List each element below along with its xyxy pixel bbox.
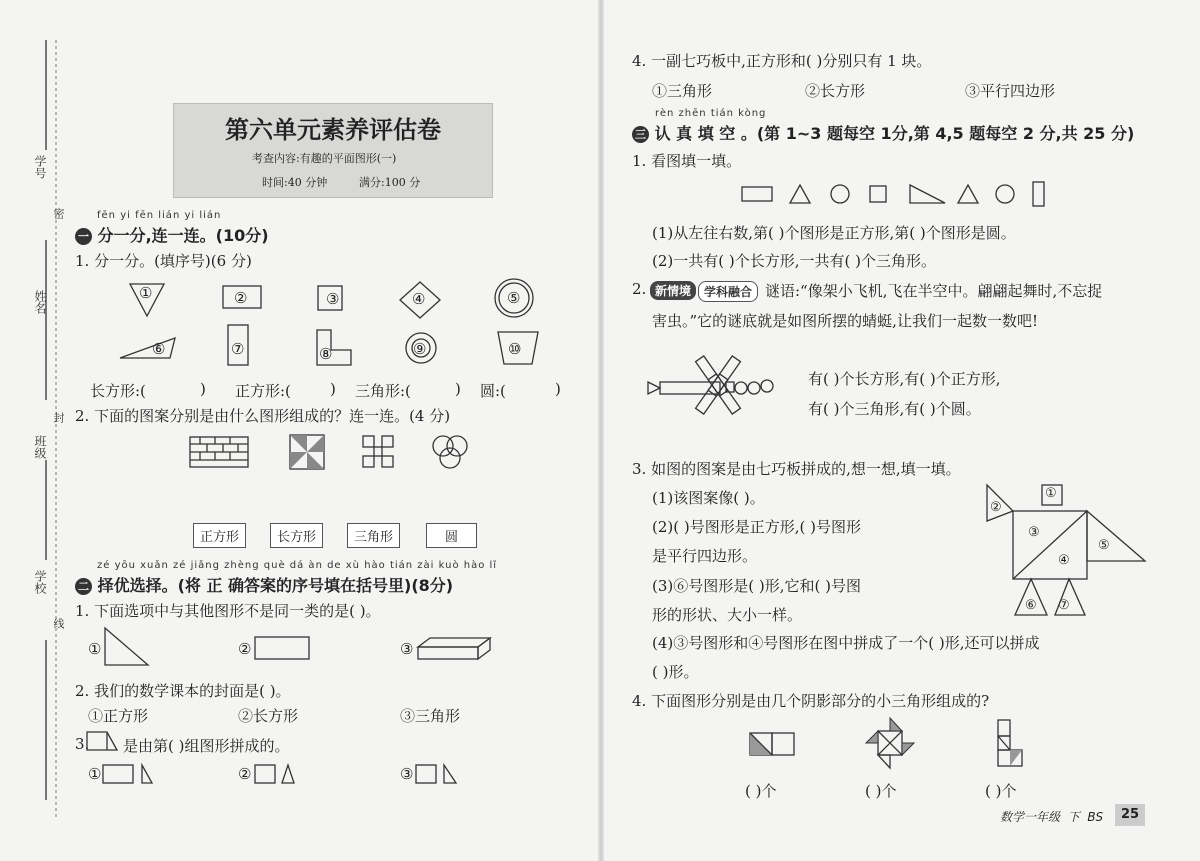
tangram-label-7: ⑦ [1058,598,1070,613]
s2-title: 择优选择。(将 正 确答案的序号填在括号里)(8分) [97,576,454,595]
margin-xingming: 姓名 [33,290,47,314]
s3-q3e: 形的形状、大小一样。 [652,606,803,624]
s1-patterns [185,432,505,477]
s3-q1a: (1)从左往右数,第( )个图形是正方形,第( )个图形是圆。 [652,224,1016,242]
footer-edition: BS [1087,810,1104,824]
page-number: 25 [1115,804,1145,826]
s2-q3: 是由第( )组图形拼成的。 [123,737,290,755]
shape-label-5: ⑤ [507,289,521,307]
page-fold [598,0,604,861]
s1-ans-rect-close: ) [200,380,206,398]
s1-ans-circle-close: ) [555,380,561,398]
s2-pinyin: zé yōu xuǎn zé jiǎng zhèng què dá àn de xù hào tián zài kuò hào lǐ [97,560,498,571]
r-q4-opt2[interactable]: ②长方形 [805,82,866,100]
s1-ans-square-close: ) [330,380,336,398]
s3-q1b: (2)一共有( )个长方形,一共有( )个三角形。 [652,252,936,270]
s2-q2-opt2[interactable]: ②长方形 [238,707,299,725]
s3-title: 认 真 填 空 。(第 1~3 题每空 1分,第 4,5 题每空 2 分,共 25 分) [654,124,1135,143]
margin-xuexiao: 学校 [33,570,47,594]
badge-interdisciplinary: 学科融合 [698,281,758,302]
s1-ans-tri[interactable]: 三角形:( [355,382,411,400]
tangram-label-1: ① [1045,486,1057,501]
tag-rectangle[interactable]: 长方形 [270,523,323,548]
s3-q4-ans3[interactable]: ( )个 [985,782,1017,800]
s2-q1-opt2[interactable]: ② [238,640,252,658]
s2-q3-figure [85,730,125,755]
exam-content: 考查内容:有趣的平面图形(一) [252,152,397,165]
s3-q2d: 有( )个三角形,有( )个圆。 [808,400,981,418]
margin-mi: 密 [52,208,65,219]
exam-score: 满分:100 分 [359,176,421,189]
s2-q3-opt2[interactable]: ② [238,765,252,783]
badge-new-context: 新情境 [650,281,696,300]
s3-q3: 3. 如图的图案是由七巧板拼成的,想一想,填一填。 [632,460,961,478]
s3-number: 三 [632,126,649,143]
s3-q1-shapes [740,180,1060,210]
tag-circle[interactable]: 圆 [426,523,477,548]
r-q4-opt1[interactable]: ①三角形 [652,82,713,100]
s2-number: 二 [75,578,92,595]
s2-q2-opt3[interactable]: ③三角形 [400,707,461,725]
s3-q4-ans2[interactable]: ( )个 [865,782,897,800]
shape-label-8: ⑧ [319,345,333,363]
s2-q3-shapes [100,760,500,790]
r-q4-opt3[interactable]: ③平行四边形 [965,82,1056,100]
shape-label-2: ② [234,289,248,307]
tag-triangle[interactable]: 三角形 [347,523,400,548]
s3-q4-ans1[interactable]: ( )个 [745,782,777,800]
s2-q2: 2. 我们的数学课本的封面是( )。 [75,682,291,700]
s2-q1: 1. 下面选项中与其他图形不是同一类的是( )。 [75,602,381,620]
shape-label-6: ⑥ [152,340,166,358]
s3-q3b: (2)( )号图形是正方形,( )号图形 [652,518,861,536]
s3-q4: 4. 下面图形分别是由几个阴影部分的小三角形组成的? [632,692,990,710]
exam-time: 时间:40 分钟 [262,176,328,189]
shape-label-1: ① [139,284,153,302]
s1-pinyin: fēn yi fēn lián yi lián [97,210,222,221]
s2-q1-shapes [100,625,500,670]
s3-heading [632,121,1134,144]
s1-ans-circle[interactable]: 圆:( [480,382,506,400]
s2-q3-opt1[interactable]: ① [88,765,102,783]
s2-q3-num: 3. [75,735,90,753]
margin-feng: 封 [52,412,65,423]
s3-q1: 1. 看图填一填。 [632,152,742,170]
shape-label-10: ⑩ [508,340,522,358]
footer [1000,808,1103,825]
tag-square[interactable]: 正方形 [193,523,246,548]
s2-q1-opt3[interactable]: ③ [400,640,414,658]
shape-label-3: ③ [326,290,340,308]
s3-q3d: (3)⑥号图形是( )形,它和( )号图 [652,577,861,595]
s2-q1-opt1[interactable]: ① [88,640,102,658]
s1-q2: 2. 下面的图案分别是由什么图形组成的？连一连。(4 分) [75,407,451,425]
shape-label-4: ④ [412,290,426,308]
s3-q3f: (4)③号图形和④号图形在图中拼成了一个( )形,还可以拼成 [652,634,1040,652]
tangram-label-2: ② [990,500,1002,515]
s1-title: 分一分,连一连。(10分) [97,226,269,245]
s1-ans-tri-close: ) [455,380,461,398]
s1-number: 一 [75,228,92,245]
s1-ans-rect[interactable]: 长方形:( [90,382,146,400]
footer-subject: 数学一年级 [1000,810,1061,824]
tangram-label-5: ⑤ [1098,538,1110,553]
s2-q2-opt1[interactable]: ①正方形 [88,707,149,725]
shape-label-7: ⑦ [231,340,245,358]
s3-q2-num: 2. [632,280,647,298]
page-title: 第六单元素养评估卷 [225,116,441,144]
r-q4: 4. 一副七巧板中,正方形和( )分别只有 1 块。 [632,52,932,70]
s2-q3-opt3[interactable]: ③ [400,765,414,783]
s3-q2b: 害虫。”它的谜底就是如图所摆的蜻蜓,让我们一起数一数吧! [652,312,1038,330]
tangram-label-6: ⑥ [1025,598,1037,613]
tangram-label-3: ③ [1028,525,1040,540]
s3-q3g: ( )形。 [652,663,699,681]
title-box [173,103,493,198]
dragonfly-figure [648,340,788,440]
tangram-label-4: ④ [1058,553,1070,568]
s1-q1: 1. 分一分。(填序号)(6 分) [75,252,252,270]
s3-q3a: (1)该图案像( )。 [652,489,765,507]
binding-margin [30,40,70,820]
footer-term: 下 [1067,810,1080,824]
s3-q2a: 谜语:“像架小飞机,飞在半空中。翩翩起舞时,不忘捉 [765,282,1103,300]
s1-ans-square[interactable]: 正方形:( [235,382,291,400]
s2-heading [75,573,453,596]
margin-xuehao: 学号 [33,155,47,179]
margin-xian: 线 [52,618,65,629]
shape-label-9: ⑨ [413,340,427,358]
s3-q4-figures [748,718,1068,778]
tangram-figure [985,483,1155,618]
margin-banji: 班级 [33,435,47,459]
s3-q2c: 有( )个长方形,有( )个正方形, [808,370,1001,388]
s1-shapes [100,280,600,390]
s1-heading [75,223,269,246]
s3-q3c: 是平行四边形。 [652,547,758,565]
s3-pinyin: rèn zhēn tián kòng [655,108,767,119]
